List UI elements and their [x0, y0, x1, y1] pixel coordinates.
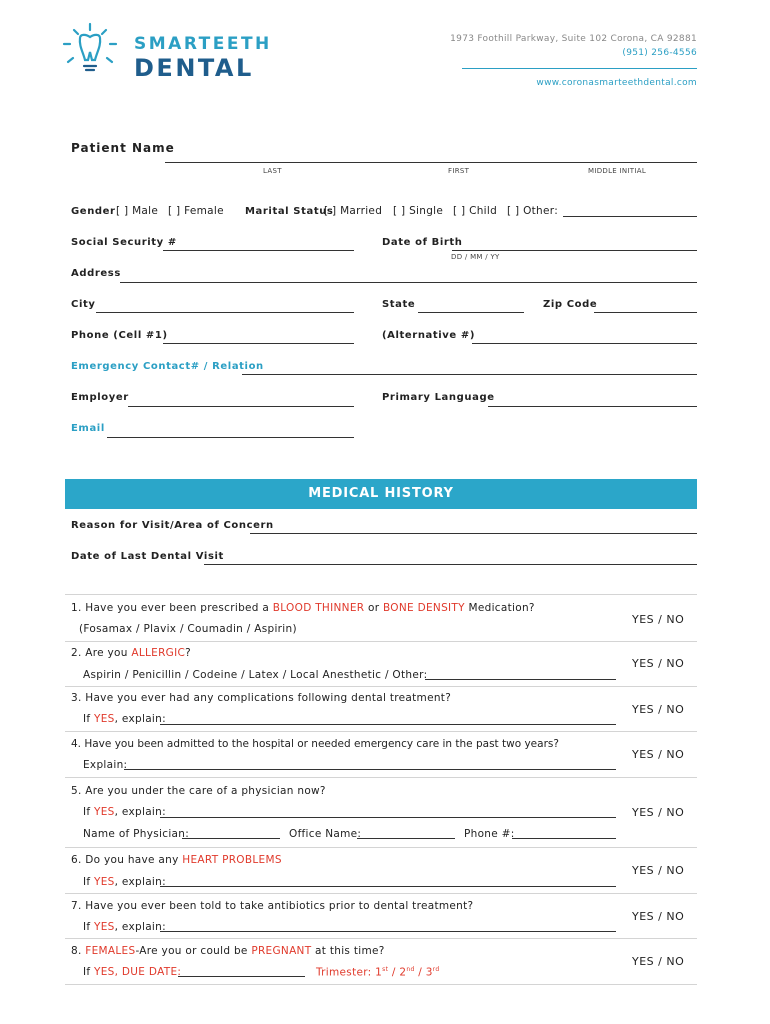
reason-field[interactable] — [250, 533, 697, 534]
explain-field-4[interactable] — [124, 769, 616, 770]
due-date-field[interactable] — [178, 976, 305, 977]
last-visit-label: Date of Last Dental Visit — [71, 551, 224, 562]
question-4: 4. Have you been admitted to the hospital or needed emergency care in the past two years? — [71, 738, 559, 750]
physician-phone-label: Phone #: — [464, 828, 515, 840]
question-2-sub: Aspirin / Penicillin / Codeine / Latex / Local Anesthetic / Other: — [83, 669, 428, 681]
medical-history-banner — [65, 479, 697, 509]
question-8: 8. FEMALES-Are you or could be PREGNANT at this time? — [71, 945, 385, 957]
header-divider — [462, 68, 697, 69]
gender-male-checkbox[interactable]: [ ] Male — [116, 205, 159, 217]
question-7-explain: If YES, explain: — [83, 921, 166, 933]
phone-label: Phone (Cell #1) — [71, 330, 168, 341]
clinic-phone: (951) 256-4556 — [622, 48, 697, 58]
question-7: 7. Have you ever been told to take antibiotics prior to dental treatment? — [71, 900, 474, 912]
question-6-explain: If YES, explain: — [83, 876, 166, 888]
patient-name-label: Patient Name — [71, 141, 175, 155]
question-3-explain: If YES, explain: — [83, 713, 166, 725]
name-middle-hint: MIDDLE INITIAL — [588, 167, 647, 175]
address-label: Address — [71, 268, 121, 279]
yes-no-1[interactable]: YES / NO — [632, 613, 685, 626]
zip-field[interactable] — [594, 312, 697, 313]
yes-no-4[interactable]: YES / NO — [632, 748, 685, 761]
question-5: 5. Are you under the care of a physician now? — [71, 785, 326, 797]
last-visit-field[interactable] — [204, 564, 697, 565]
email-label: Email — [71, 423, 105, 434]
explain-field-3[interactable] — [160, 724, 616, 725]
marital-single-checkbox[interactable]: [ ] Single — [393, 205, 444, 217]
yes-no-3[interactable]: YES / NO — [632, 703, 685, 716]
question-4-explain: Explain: — [83, 759, 128, 771]
yes-no-2[interactable]: YES / NO — [632, 657, 685, 670]
brand-bottom: DENTAL — [134, 54, 254, 82]
yes-no-7[interactable]: YES / NO — [632, 910, 685, 923]
name-last-hint: LAST — [263, 167, 282, 175]
divider — [65, 984, 697, 985]
question-1: 1. Have you ever been prescribed a BLOOD THINNER or BONE DENSITY Medication? — [71, 602, 535, 614]
question-3: 3. Have you ever had any complications following dental treatment? — [71, 692, 452, 704]
city-label: City — [71, 299, 96, 310]
explain-field-5[interactable] — [160, 817, 616, 818]
state-field[interactable] — [418, 312, 524, 313]
office-name-field[interactable] — [357, 838, 455, 839]
dob-label: Date of Birth — [382, 237, 463, 248]
divider — [65, 594, 697, 595]
emergency-contact-field[interactable] — [242, 374, 697, 375]
alt-phone-label: (Alternative #) — [382, 330, 476, 341]
question-8-due: If YES, DUE DATE: — [83, 966, 182, 978]
dob-hint: DD / MM / YY — [451, 253, 500, 261]
dob-field[interactable] — [452, 250, 697, 251]
divider — [65, 893, 697, 894]
trimester-label: Trimester: 1st / 2nd / 3rd — [316, 966, 440, 979]
divider — [65, 938, 697, 939]
alt-phone-field[interactable] — [472, 343, 697, 344]
physician-name-field[interactable] — [182, 838, 280, 839]
office-name-label: Office Name: — [289, 828, 362, 840]
logo — [62, 22, 272, 82]
marital-married-checkbox[interactable]: [ ] Married — [324, 205, 383, 217]
marital-other-checkbox[interactable]: [ ] Other: — [507, 205, 559, 217]
yes-no-8[interactable]: YES / NO — [632, 955, 685, 968]
divider — [65, 641, 697, 642]
question-2: 2. Are you ALLERGIC? — [71, 647, 192, 659]
phone-field[interactable] — [163, 343, 354, 344]
yes-no-6[interactable]: YES / NO — [632, 864, 685, 877]
brand-top: SMARTEETH — [134, 34, 272, 54]
divider — [65, 847, 697, 848]
clinic-website: www.coronasmarteethdental.com — [536, 78, 697, 88]
question-6: 6. Do you have any HEART PROBLEMS — [71, 854, 282, 866]
explain-field-7[interactable] — [160, 931, 616, 932]
allergy-other-field[interactable] — [425, 679, 616, 680]
city-field[interactable] — [96, 312, 354, 313]
language-field[interactable] — [488, 406, 697, 407]
physician-name-label: Name of Physician: — [83, 828, 190, 840]
tooth-bulb-icon — [62, 22, 118, 78]
marital-other-field[interactable] — [563, 216, 697, 217]
name-first-hint: FIRST — [448, 167, 470, 175]
address-field[interactable] — [120, 282, 697, 283]
patient-name-field[interactable] — [165, 162, 697, 163]
employer-field[interactable] — [128, 406, 354, 407]
state-label: State — [382, 299, 416, 310]
medical-history-title: MEDICAL HISTORY — [308, 486, 454, 501]
marital-child-checkbox[interactable]: [ ] Child — [453, 205, 498, 217]
question-1-sub: (Fosamax / Plavix / Coumadin / Aspirin) — [79, 623, 297, 635]
divider — [65, 686, 697, 687]
ssn-label: Social Security # — [71, 237, 177, 248]
zip-label: Zip Code — [543, 299, 598, 310]
employer-label: Employer — [71, 392, 129, 403]
gender-label: Gender — [71, 206, 116, 217]
gender-female-checkbox[interactable]: [ ] Female — [168, 205, 224, 217]
ssn-field[interactable] — [163, 250, 354, 251]
marital-status-label: Marital Status — [245, 206, 334, 217]
reason-label: Reason for Visit/Area of Concern — [71, 520, 274, 531]
question-5-explain: If YES, explain: — [83, 806, 166, 818]
explain-field-6[interactable] — [160, 886, 616, 887]
emergency-contact-label: Emergency Contact# / Relation — [71, 361, 264, 372]
divider — [65, 731, 697, 732]
yes-no-5[interactable]: YES / NO — [632, 806, 685, 819]
physician-phone-field[interactable] — [512, 838, 616, 839]
email-field[interactable] — [107, 437, 354, 438]
divider — [65, 777, 697, 778]
language-label: Primary Language — [382, 392, 495, 403]
clinic-address: 1973 Foothill Parkway, Suite 102 Corona, CA 92881 — [450, 34, 697, 44]
